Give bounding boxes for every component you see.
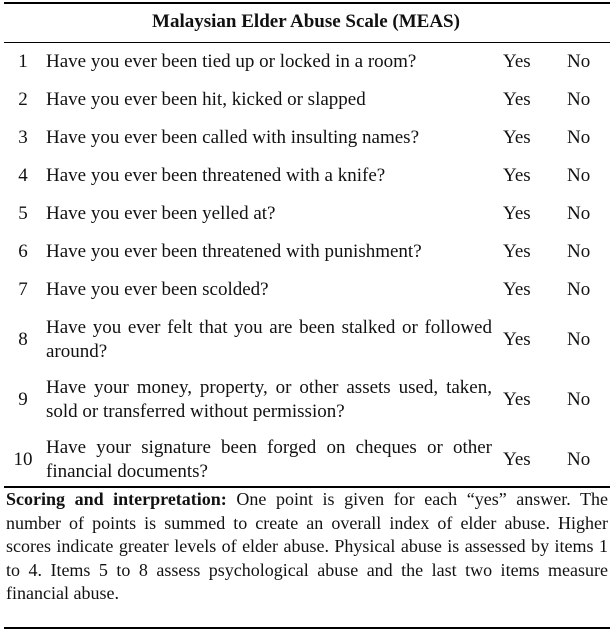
scoring-note (6, 488, 608, 606)
item-question: Have you ever been yelled at? (46, 203, 276, 224)
item-question: Have you ever been scolded? (46, 279, 269, 300)
yes-option: Yes (503, 241, 531, 262)
yes-option: Yes (503, 89, 531, 110)
yes-option: Yes (503, 279, 531, 300)
item-number: 8 (18, 329, 28, 350)
header-rule (4, 42, 610, 43)
no-option: No (567, 89, 591, 110)
no-option: No (567, 127, 591, 148)
item-question: Have you ever been hit, kicked or slapped (46, 89, 366, 110)
scoring-label: Scoring and interpretation: (6, 489, 227, 509)
item-number: 2 (18, 89, 28, 110)
no-option: No (567, 51, 591, 72)
no-option: No (567, 203, 591, 224)
end-rule (4, 627, 610, 629)
item-question: Have you ever been called with insulting names? (46, 127, 420, 148)
yes-option: Yes (503, 389, 531, 410)
item-question: Have you ever been threatened with punishment? (46, 241, 422, 262)
item-question: Have you ever felt that you are been stalked or followed around? (46, 317, 492, 362)
item-number: 7 (18, 279, 28, 300)
no-option: No (567, 165, 591, 186)
no-option: No (567, 329, 591, 350)
item-number: 9 (18, 389, 28, 410)
item-number: 5 (18, 203, 28, 224)
scoring-text: One point is given for each “yes” answer. The number of points is summed to create an overall index of elder abuse. Higher scores indicate greater levels of elder abuse. Physical abuse is assessed by items 1 to 4. Items 5 to 8 assess psychological abuse and the last two items measure financial abuse. (6, 489, 608, 603)
item-number: 6 (18, 241, 28, 262)
yes-option: Yes (503, 449, 531, 470)
yes-option: Yes (503, 51, 531, 72)
yes-option: Yes (503, 203, 531, 224)
item-number: 3 (18, 127, 28, 148)
yes-option: Yes (503, 127, 531, 148)
no-option: No (567, 389, 591, 410)
item-number: 4 (18, 165, 28, 186)
no-option: No (567, 279, 591, 300)
table-title: Malaysian Elder Abuse Scale (MEAS) (152, 11, 460, 32)
yes-option: Yes (503, 329, 531, 350)
item-question: Have you ever been threatened with a knife? (46, 165, 386, 186)
item-question: Have you ever been tied up or locked in a room? (46, 51, 417, 72)
item-question: Have your money, property, or other assets used, taken, sold or transferred without permission? (46, 377, 492, 422)
no-option: No (567, 449, 591, 470)
yes-option: Yes (503, 165, 531, 186)
item-number: 10 (13, 449, 33, 470)
item-number: 1 (18, 51, 28, 72)
top-rule (4, 2, 610, 4)
item-question: Have your signature been forged on cheques or other financial documents? (46, 437, 492, 482)
no-option: No (567, 241, 591, 262)
